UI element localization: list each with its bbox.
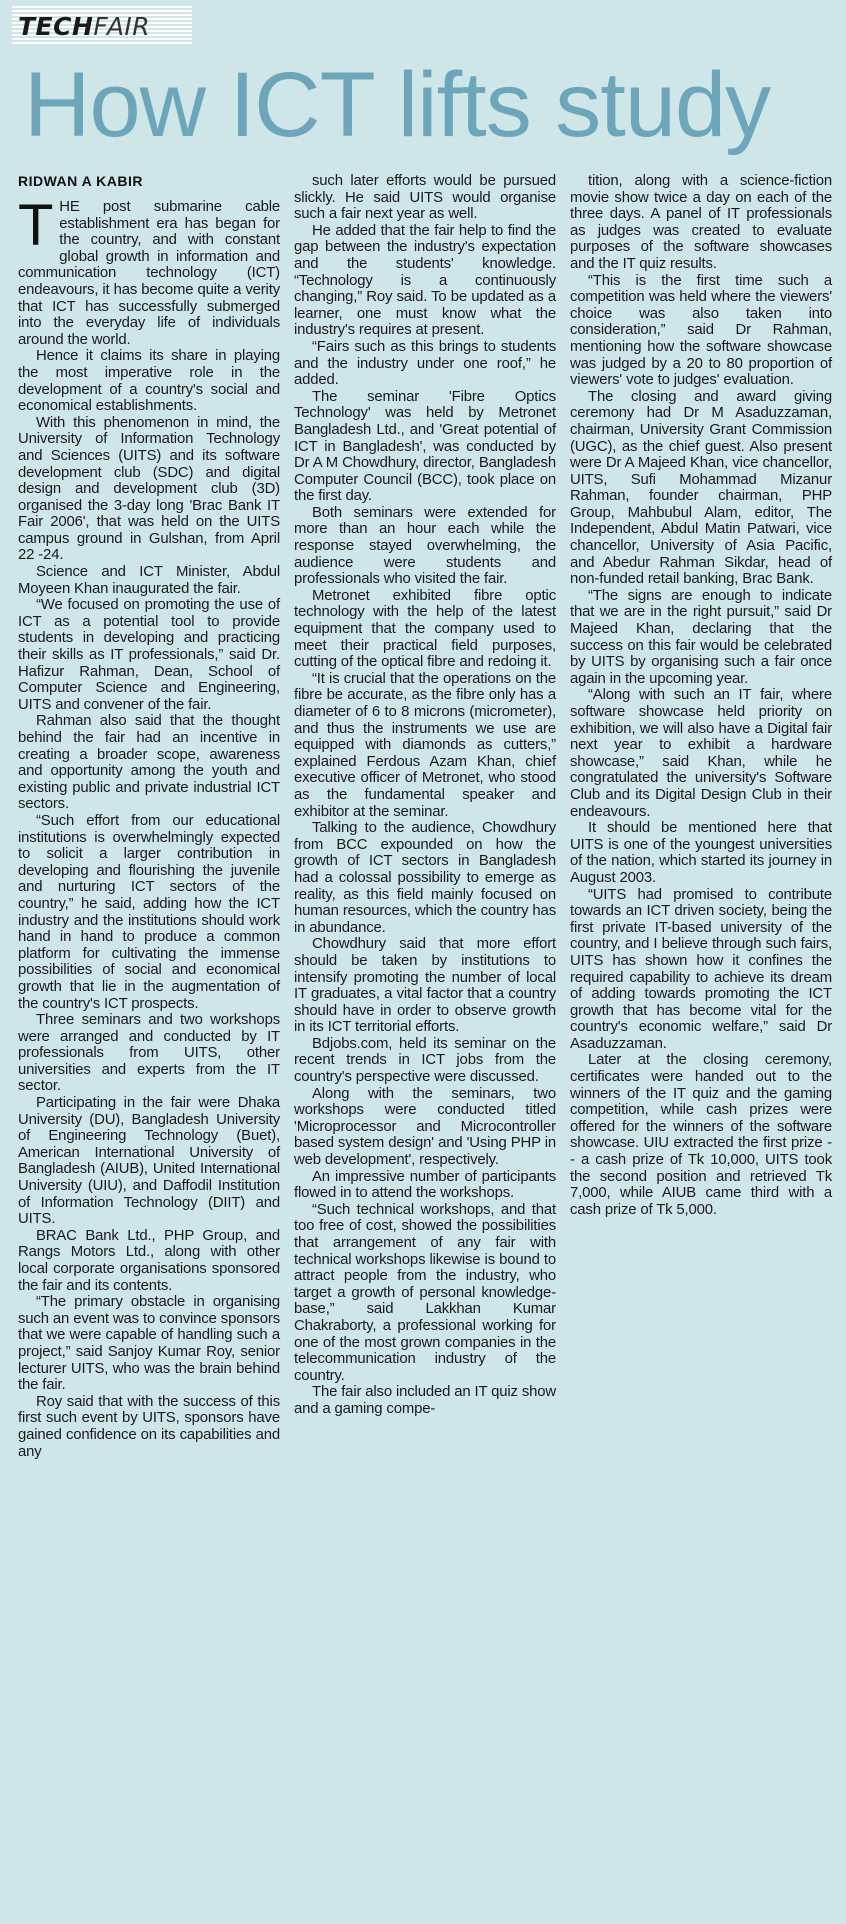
paragraph-text: “The primary obstacle in organising such an event was to convince sponsors that we were capable of handling such a project,” said Sanjoy Kumar Roy, senior lecturer UITS, who was the brain behind the fair. xyxy=(18,1294,280,1394)
section-tag-light: FAIR xyxy=(93,11,151,41)
paragraph-text: Participating in the fair were Dhaka University (DU), Bangladesh University of Engineering Technology (Buet), American International University of Bangladesh (AIUB), United International University (UIU), and Daffodil Institution of Information Technology (DIIT) and UITS. xyxy=(18,1095,280,1228)
paragraph-text: “The signs are enough to indicate that we are in the right pursuit,” said Dr Majeed Khan, declaring that the success on this fair would be celebrated by UITS by organising such a fair once again in the upcoming year. xyxy=(570,587,832,687)
paragraph xyxy=(18,597,280,713)
paragraph-text: Roy said that with the success of this first such event by UITS, sponsors have gained confidence on its capabilities and any xyxy=(18,1393,280,1460)
paragraph-text: “UITS had promised to contribute towards an ICT driven society, being the first private IT-based university of the country, and I believe through such fairs, UITS has shown how it confines the required capability to achieve its dream of adding towards promoting the ICT growth that has become vital for the country's economic welfare,” said Dr Asaduzzaman. xyxy=(570,886,832,1052)
paragraph xyxy=(18,348,280,414)
paragraph xyxy=(18,1012,280,1095)
paragraph xyxy=(294,1086,556,1169)
byline: RIDWAN A KABIR xyxy=(18,173,143,189)
article-body xyxy=(18,173,832,1913)
paragraph xyxy=(294,1202,556,1385)
paragraph xyxy=(18,564,280,597)
paragraph-text: Both seminars were extended for more than an hour each while the response stayed overwhelming, the audience were students and professionals who visited the fair. xyxy=(294,504,556,588)
drop-cap: T xyxy=(18,193,54,258)
paragraph-text: Bdjobs.com, held its seminar on the recent trends in ICT jobs from the country's perspective were discussed. xyxy=(294,1035,556,1086)
paragraph-text: “It is crucial that the operations on the fibre be accurate, as the fibre only has a diameter of 6 to 8 microns (micrometer), and thus the instruments we use are equipped with diamonds as cutters,” explained Ferdous Azam Khan, chief executive officer of Metronet, who stood as the fundamental speaker and exhibitor at the seminar. xyxy=(294,670,556,820)
paragraph xyxy=(294,173,556,223)
paragraph xyxy=(294,936,556,1036)
paragraph-text: “Fairs such as this brings to students and the industry under one roof,” he added. xyxy=(294,338,556,389)
section-tag xyxy=(12,6,192,46)
paragraph xyxy=(294,1169,556,1202)
paragraph xyxy=(18,713,280,813)
paragraph-text: Chowdhury said that more effort should be taken by institutions to intensify promoting the number of local IT graduates, a vital factor that a country should have in order to observe growth in its ICT territorial efforts. xyxy=(294,936,556,1036)
paragraph xyxy=(294,588,556,671)
paragraph-text: Hence it claims its share in playing the most imperative role in the development of a country's social and economical establishments. xyxy=(18,348,280,415)
paragraph xyxy=(18,415,280,564)
paragraph-text: Metronet exhibited fibre optic technology with the help of the latest equipment that the company used to meet their practical field purposes, cutting of the optical fibre and redoing it. xyxy=(294,587,556,671)
article-column-2 xyxy=(294,173,556,1913)
paragraph xyxy=(294,1036,556,1086)
paragraph xyxy=(18,813,280,1012)
paragraph-text: HE post submarine cable establishment era has began for the country, and with constant global growth in information and communication technology (ICT) endeavours, it has become quite a verity that ICT has successfully submerged into the everyday life of individuals around the world. xyxy=(18,199,280,348)
paragraph xyxy=(294,505,556,588)
paragraph-text: BRAC Bank Ltd., PHP Group, and Rangs Motors Ltd., along with other local corporate organisations sponsored the fair and its contents. xyxy=(18,1227,280,1294)
paragraph-text: “Such effort from our educational institutions is overwhelmingly expected to solicit a larger contribution in developing and flourishing the juvenile and nurturing ICT sectors of the country,” he said, adding how the ICT industry and the institutions should work hand in hand to produce a common platform for cultivating the immense possibilities of social and economical growth that lie in the augmentation of the country's ICT prospects. xyxy=(18,812,280,1012)
paragraph-text: The closing and award giving ceremony had Dr M Asaduzzaman, chairman, University Grant Commission (UGC), as the chief guest. Also present were Dr A Majeed Khan, vice chancellor, UITS, Sufi Mohammad Mizanur Rahman, founder chairman, PHP Group, Mahbubul Alam, editor, The Independent, Abdul Matin Patwari, vice chancellor, University of Asia Pacific, and Abedur Rahman Sikdar, head of non-funded retail banking, Brac Bank. xyxy=(570,388,832,588)
paragraph xyxy=(570,1052,832,1218)
paragraph-text: He added that the fair help to find the gap between the industry's expectation and the students' knowledge. “Technology is a continuously changing,” Roy said. To be updated as a learner, one must know what the industry's requires at present. xyxy=(294,222,556,339)
paragraph-text: “Such technical workshops, and that too free of cost, showed the possibilities that arrangement of any fair with technical workshops likewise is bound to attract people from the industry, who target a growth of personal knowledge-base,” said Lakkhan Kumar Chakraborty, a professional working for one of the most grown companies in the telecommunication industry of the country. xyxy=(294,1201,556,1384)
paragraph xyxy=(570,687,832,820)
headline: How ICT lifts study xyxy=(24,54,771,156)
paragraph-text: “This is the first time such a competition was held where the viewers' choice was also taken into consideration,” said Dr Rahman, mentioning how the software showcase was judged by a 20 to 80 proportion of viewers' vote to judges' evaluation. xyxy=(570,272,832,389)
paragraph xyxy=(18,1228,280,1294)
paragraph xyxy=(294,339,556,389)
paragraph-text: “Along with such an IT fair, where software showcase held priority on exhibition, we will also have a Digital fair next year to exhibit a hardware showcase,” said Khan, while he congratulated the university's Software Club and its Digital Design Club in their endeavours. xyxy=(570,687,832,820)
paragraph-text: Rahman also said that the thought behind the fair had an incentive in creating a broader scope, awareness and opportunity among the youth and existing public and private industrial ICT sectors. xyxy=(18,713,280,813)
paragraph-text: With this phenomenon in mind, the University of Information Technology and Sciences (UITS) and its software development club (SDC) and digital design and development club (3D) organised the 3-day long 'Brac Bank IT Fair 2006', that was held on the UITS campus ground in Gulshan, from April 22 -24. xyxy=(18,414,280,564)
paragraph-text: An impressive number of participants flowed in to attend the workshops. xyxy=(294,1168,556,1202)
paragraph-text: Science and ICT Minister, Abdul Moyeen Khan inaugurated the fair. xyxy=(18,564,280,597)
paragraph-text: Three seminars and two workshops were arranged and conducted by IT professionals from UITS, other universities and experts from the IT sector. xyxy=(18,1012,280,1095)
paragraph xyxy=(294,223,556,339)
paragraph-text: such later efforts would be pursued slickly. He said UITS would organise such a fair next year as well. xyxy=(294,173,556,223)
paragraph xyxy=(570,173,832,273)
paragraph xyxy=(570,820,832,886)
paragraph-text: Along with the seminars, two workshops were conducted titled 'Microprocessor and Microcontroller based system design' and 'Using PHP in web development', respectively. xyxy=(294,1085,556,1169)
paragraph xyxy=(570,887,832,1053)
paragraph-text: Talking to the audience, Chowdhury from BCC expounded on how the growth of ICT sectors in Bangladesh had a colossal possibility to emerge as reality, as this field mainly focused on human resources, which the country has in abundance. xyxy=(294,820,556,936)
paragraph-text: “We focused on promoting the use of ICT as a potential tool to provide students in developing and practicing their skills as IT professionals,” said Dr. Hafizur Rahman, Dean, School of Computer Science and Engineering, UITS and convener of the fair. xyxy=(18,597,280,713)
paragraph xyxy=(18,1095,280,1228)
section-tag-bold: TECH xyxy=(18,11,94,41)
paragraph-text: Later at the closing ceremony, certificates were handed out to the winners of the IT quiz and the gaming competition, while cash prizes were offered for the winners of the software showcase. UIU extracted the first prize -- a cash prize of Tk 10,000, UITS took the second position and retrieved Tk 7,000, while AIUB came third with a cash prize of Tk 5,000. xyxy=(570,1052,832,1218)
article-column-1 xyxy=(18,173,280,1913)
paragraph xyxy=(18,1294,280,1394)
paragraph-text: It should be mentioned here that UITS is one of the youngest universities of the nation, which started its journey in August 2003. xyxy=(570,820,832,886)
paragraph xyxy=(570,273,832,389)
paragraph xyxy=(294,1384,556,1417)
paragraph-text: tition, along with a science-fiction movie show twice a day on each of the three days. A panel of IT professionals as judges was created to evaluate purposes of the software showcases and the IT quiz results. xyxy=(570,173,832,272)
paragraph-text: The fair also included an IT quiz show and a gaming compe- xyxy=(294,1384,556,1417)
paragraph xyxy=(294,820,556,936)
paragraph xyxy=(570,389,832,588)
paragraph xyxy=(294,671,556,820)
paragraph xyxy=(18,193,280,348)
paragraph xyxy=(294,389,556,505)
paragraph xyxy=(18,1394,280,1460)
paragraph-text: The seminar 'Fibre Optics Technology' was held by Metronet Bangladesh Ltd., and 'Great potential of ICT in Bangladesh', was conducted by Dr A M Chowdhury, director, Bangladesh Computer Council (BCC), took place on the first day. xyxy=(294,388,556,505)
paragraph xyxy=(570,588,832,688)
article-column-3 xyxy=(570,173,832,1913)
